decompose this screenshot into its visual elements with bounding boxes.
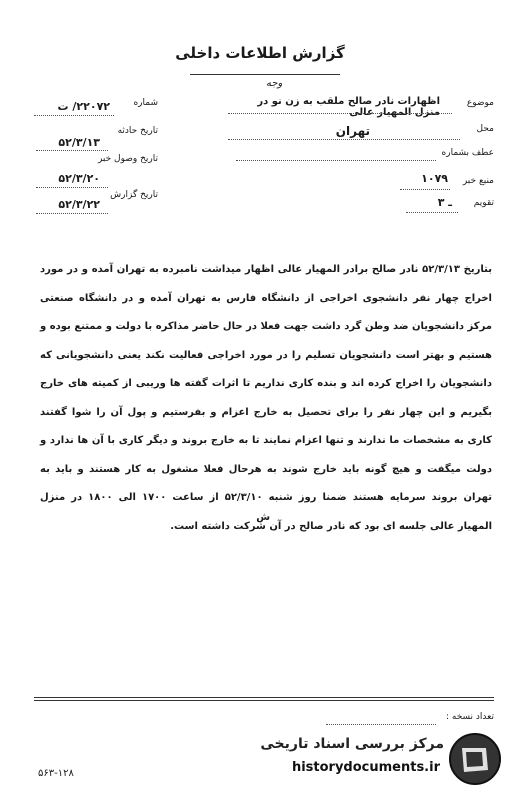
- watermark-title: مرکز بررسی اسناد تاریخی: [260, 736, 444, 752]
- report-date-label: تاریخ گزارش: [110, 190, 158, 200]
- reference-dots: [236, 160, 436, 161]
- number-label: شماره: [133, 98, 158, 108]
- place-dots: [228, 139, 460, 140]
- number-value: ۲۲۰۷۲/ ت: [57, 100, 110, 113]
- copies-label: تعداد نسخه :: [445, 712, 494, 722]
- subject-dots: [228, 113, 452, 114]
- place-label: محل: [476, 124, 494, 134]
- report-title: گزارش اطلاعات داخلی: [175, 44, 345, 62]
- watermark-url: historydocuments.ir: [291, 760, 440, 775]
- subject-value: اظهارات نادر صالح ملقب به زن نو در منزل المهیار عالی: [257, 96, 440, 118]
- subject-annotation: وجه: [266, 78, 283, 89]
- source-dots: [400, 189, 450, 190]
- archive-logo-icon: [448, 732, 502, 786]
- copies-dots: [326, 724, 436, 725]
- place-value: تهران: [335, 124, 370, 138]
- body-trailing-mark: ش: [256, 512, 270, 523]
- report-body: بتاریخ ۵۲/۳/۱۳ نادر صالح برادر المهیار عالی اظهار میداشت نامبرده به تهران آمده و در مورد اخراج چهار نفر دانشجوی اخراجی از دانشگاه فارس به تهران آمده و در دانشگاه صنعتی مرکز دانشجویان ضد وطن گرد داشت جهت فعلا در حال حاضر مذاکره با دولت و ممتنع بوده و هستیم و بهتر است دانشجویان تسلیم را در مورد اخراجی فعالیت نکند یعنی دانشجویانی که دانشجویان را اخراج کرده اند و بنده کاری نداریم تا اثرات گفته ها وریبی از کمیته های خارج بگیریم و این چهار نفر را برای تحصیل به خارج اعزام و بفرستیم و پول آن را شوا گفتند کاری به مشخصات ما ندارند و تنها اعزام نمایند تا به خارج بروند و دیگر کاری با آن ها ندارد و دولت میگفت و هیچ گونه باید خارج شوند به هرحال فعلا مشغول به کار هستند و باید به تهران بروند سرمایه هستند ضمنا روز شنبه ۵۲/۳/۱۰ از ساعت ۱۷۰۰ الی ۱۸۰۰ در منزل المهیار عالی جلسه ای بود که نادر صالح در آن شرکت داشته است.: [40, 264, 492, 532]
- archive-watermark: [232, 730, 502, 788]
- received-date-value: ۵۲/۳/۲۰: [58, 172, 100, 185]
- reference-label: عطف بشماره: [441, 148, 494, 158]
- evaluation-label: تقویم: [473, 198, 494, 208]
- incident-date-value: ۵۲/۳/۱۳: [58, 136, 100, 149]
- footer-separator: [34, 697, 494, 698]
- incident-date-label: تاریخ حادثه: [117, 126, 158, 136]
- evaluation-dots: [406, 212, 458, 213]
- report-date-dots: [36, 213, 108, 214]
- title-underline: [190, 74, 340, 75]
- report-date-value: ۵۲/۳/۲۲: [58, 198, 100, 211]
- footer-separator-double: [34, 700, 494, 701]
- subject-label: موضوع: [466, 98, 494, 108]
- source-value: ۱۰۷۹: [421, 172, 448, 185]
- number-dots: [34, 115, 114, 116]
- evaluation-value: ـ ۳: [437, 196, 452, 209]
- incident-date-dots: [36, 150, 108, 151]
- document-number: ۵۶۳-۱۲۸: [38, 768, 74, 779]
- received-date-label: تاریخ وصول خبر: [97, 154, 158, 164]
- source-label: منبع خبر: [462, 176, 494, 186]
- received-date-dots: [36, 187, 108, 188]
